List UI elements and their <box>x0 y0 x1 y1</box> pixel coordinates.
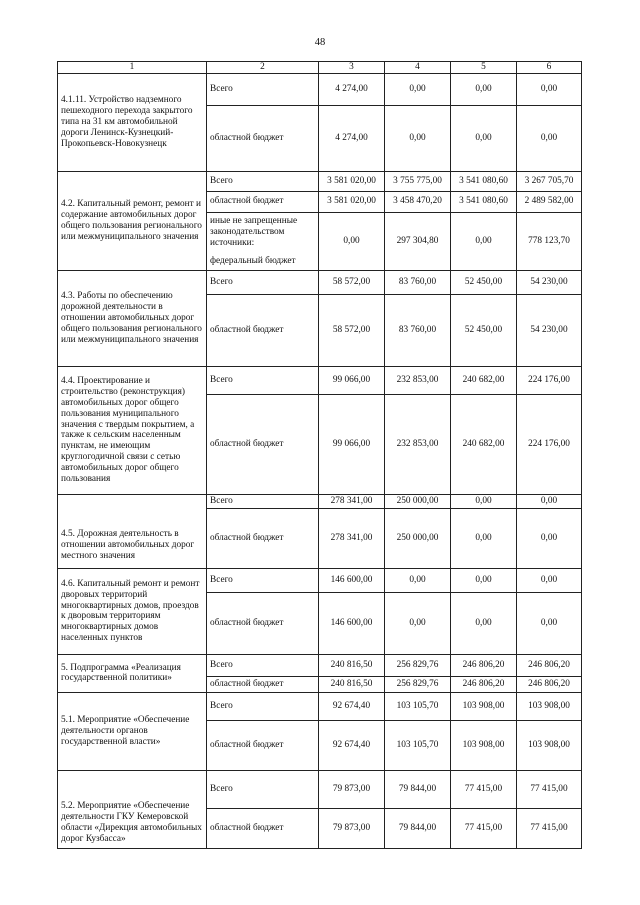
amount-cell: 0,00 <box>385 568 451 592</box>
amount-cell: 224 176,00 <box>517 394 582 494</box>
amount-cell: 246 806,20 <box>451 676 517 692</box>
amount-cell: 103 908,00 <box>517 720 582 770</box>
table-row <box>58 770 582 808</box>
measure-name: 4.3. Работы по обеспечению дорожной деятельности в отношении автомобильных дорог общего пользования регионального или межмуниципального значения <box>58 270 207 366</box>
table-row <box>58 73 582 105</box>
amount-cell: 0,00 <box>451 105 517 171</box>
amount-cell: 103 908,00 <box>517 692 582 720</box>
amount-cell: 778 123,70 <box>517 212 582 270</box>
amount-cell: 246 806,20 <box>517 676 582 692</box>
amount-cell: 0,00 <box>451 568 517 592</box>
measure-name: 4.4. Проектирование и строительство (реконструкция) автомобильных дорог общего пользования муниципального значения с твердым покрытием, а также к сельским населенным пунктам, не имеющим круглогодичной связи с сетью автомобильных дорог общего пользования <box>58 366 207 494</box>
amount-cell: 99 066,00 <box>319 394 385 494</box>
amount-cell: 0,00 <box>385 592 451 654</box>
amount-cell: 103 908,00 <box>451 720 517 770</box>
amount-cell: 3 267 705,70 <box>517 171 582 191</box>
amount-cell: 3 581 020,00 <box>319 191 385 212</box>
amount-cell: 3 541 080,60 <box>451 191 517 212</box>
column-header: 6 <box>517 62 582 74</box>
funding-source: областной бюджет <box>207 191 319 212</box>
funding-source: Всего <box>207 654 319 676</box>
column-header: 5 <box>451 62 517 74</box>
amount-cell: 77 415,00 <box>517 770 582 808</box>
other-sources-label: иные не запрещенные законодательством источники: <box>210 215 298 248</box>
amount-cell: 0,00 <box>517 592 582 654</box>
amount-cell: 4 274,00 <box>319 73 385 105</box>
amount-cell: 146 600,00 <box>319 568 385 592</box>
amount-cell: 278 341,00 <box>319 494 385 508</box>
funding-source: Всего <box>207 494 319 508</box>
column-header: 1 <box>58 62 207 74</box>
amount-cell: 54 230,00 <box>517 270 582 294</box>
funding-source: Всего <box>207 770 319 808</box>
amount-cell: 0,00 <box>451 494 517 508</box>
amount-cell: 240 682,00 <box>451 394 517 494</box>
funding-source: Всего <box>207 270 319 294</box>
budget-table <box>57 61 582 849</box>
table-header-row <box>58 62 582 74</box>
page-number: 48 <box>314 37 326 48</box>
amount-cell: 3 755 775,00 <box>385 171 451 191</box>
amount-cell: 0,00 <box>319 212 385 270</box>
amount-cell: 77 415,00 <box>451 770 517 808</box>
measure-name: 4.5. Дорожная деятельность в отношении автомобильных дорог местного значения <box>58 494 207 568</box>
funding-source: Всего <box>207 73 319 105</box>
amount-cell: 250 000,00 <box>385 508 451 568</box>
table-row <box>58 654 582 676</box>
column-header: 4 <box>385 62 451 74</box>
column-header: 2 <box>207 62 319 74</box>
funding-source: областной бюджет <box>207 294 319 366</box>
amount-cell: 0,00 <box>451 508 517 568</box>
amount-cell: 83 760,00 <box>385 294 451 366</box>
amount-cell: 79 844,00 <box>385 770 451 808</box>
measure-name: 5.1. Мероприятие «Обеспечение деятельности органов государственной власти» <box>58 692 207 770</box>
amount-cell: 77 415,00 <box>517 808 582 848</box>
table-row <box>58 692 582 720</box>
amount-cell: 54 230,00 <box>517 294 582 366</box>
amount-cell: 240 816,50 <box>319 654 385 676</box>
amount-cell: 92 674,40 <box>319 720 385 770</box>
amount-cell: 0,00 <box>517 494 582 508</box>
amount-cell: 83 760,00 <box>385 270 451 294</box>
amount-cell: 240 816,50 <box>319 676 385 692</box>
amount-cell: 0,00 <box>451 592 517 654</box>
amount-cell: 246 806,20 <box>517 654 582 676</box>
measure-name: 5. Подпрограмма «Реализация государственной политики» <box>58 654 207 692</box>
measure-name: 5.2. Мероприятие «Обеспечение деятельности ГКУ Кемеровской области «Дирекция автомобильных дорог Кузбасса» <box>58 770 207 848</box>
funding-source: Всего <box>207 692 319 720</box>
amount-cell: 79 844,00 <box>385 808 451 848</box>
federal-budget-label: федеральный бюджет <box>210 255 296 266</box>
funding-source: областной бюджет <box>207 676 319 692</box>
funding-source: областной бюджет <box>207 592 319 654</box>
amount-cell: 103 105,70 <box>385 720 451 770</box>
amount-cell: 278 341,00 <box>319 508 385 568</box>
amount-cell: 297 304,80 <box>385 212 451 270</box>
funding-source: областной бюджет <box>207 105 319 171</box>
amount-cell: 0,00 <box>517 105 582 171</box>
table-row <box>58 568 582 592</box>
amount-cell: 58 572,00 <box>319 294 385 366</box>
amount-cell: 224 176,00 <box>517 366 582 394</box>
funding-source: Всего <box>207 171 319 191</box>
amount-cell: 256 829,76 <box>385 654 451 676</box>
amount-cell: 256 829,76 <box>385 676 451 692</box>
funding-source: областной бюджет <box>207 720 319 770</box>
amount-cell: 250 000,00 <box>385 494 451 508</box>
amount-cell: 3 541 080,60 <box>451 171 517 191</box>
amount-cell: 0,00 <box>385 105 451 171</box>
amount-cell: 3 581 020,00 <box>319 171 385 191</box>
table-row <box>58 171 582 191</box>
amount-cell: 146 600,00 <box>319 592 385 654</box>
table-row <box>58 366 582 394</box>
funding-source: областной бюджет <box>207 508 319 568</box>
amount-cell: 0,00 <box>385 73 451 105</box>
funding-source: областной бюджет <box>207 394 319 494</box>
amount-cell: 240 682,00 <box>451 366 517 394</box>
amount-cell: 0,00 <box>517 568 582 592</box>
amount-cell: 99 066,00 <box>319 366 385 394</box>
amount-cell: 4 274,00 <box>319 105 385 171</box>
funding-source <box>207 212 319 270</box>
amount-cell: 77 415,00 <box>451 808 517 848</box>
amount-cell: 103 908,00 <box>451 692 517 720</box>
amount-cell: 2 489 582,00 <box>517 191 582 212</box>
amount-cell: 79 873,00 <box>319 770 385 808</box>
amount-cell: 92 674,40 <box>319 692 385 720</box>
amount-cell: 58 572,00 <box>319 270 385 294</box>
table-row <box>58 494 582 508</box>
column-header: 3 <box>319 62 385 74</box>
amount-cell: 0,00 <box>451 212 517 270</box>
measure-name: 4.2. Капитальный ремонт, ремонт и содержание автомобильных дорог общего пользования регионального или межмуниципального значения <box>58 171 207 270</box>
funding-source: Всего <box>207 366 319 394</box>
amount-cell: 0,00 <box>451 73 517 105</box>
amount-cell: 0,00 <box>517 508 582 568</box>
amount-cell: 232 853,00 <box>385 394 451 494</box>
measure-name: 4.1.11. Устройство надземного пешеходного перехода закрытого типа на 31 км автомобильной дороги Ленинск-Кузнецкий-Прокопьевск-Новокузнецк <box>58 73 207 171</box>
table-row <box>58 270 582 294</box>
funding-source: Всего <box>207 568 319 592</box>
amount-cell: 52 450,00 <box>451 270 517 294</box>
amount-cell: 103 105,70 <box>385 692 451 720</box>
amount-cell: 232 853,00 <box>385 366 451 394</box>
amount-cell: 246 806,20 <box>451 654 517 676</box>
amount-cell: 52 450,00 <box>451 294 517 366</box>
funding-source: областной бюджет <box>207 808 319 848</box>
amount-cell: 3 458 470,20 <box>385 191 451 212</box>
amount-cell: 0,00 <box>517 73 582 105</box>
amount-cell: 79 873,00 <box>319 808 385 848</box>
measure-name: 4.6. Капитальный ремонт и ремонт дворовых территорий многоквартирных домов, проездов к дворовым территориям многоквартирных домов населенных пунктов <box>58 568 207 654</box>
